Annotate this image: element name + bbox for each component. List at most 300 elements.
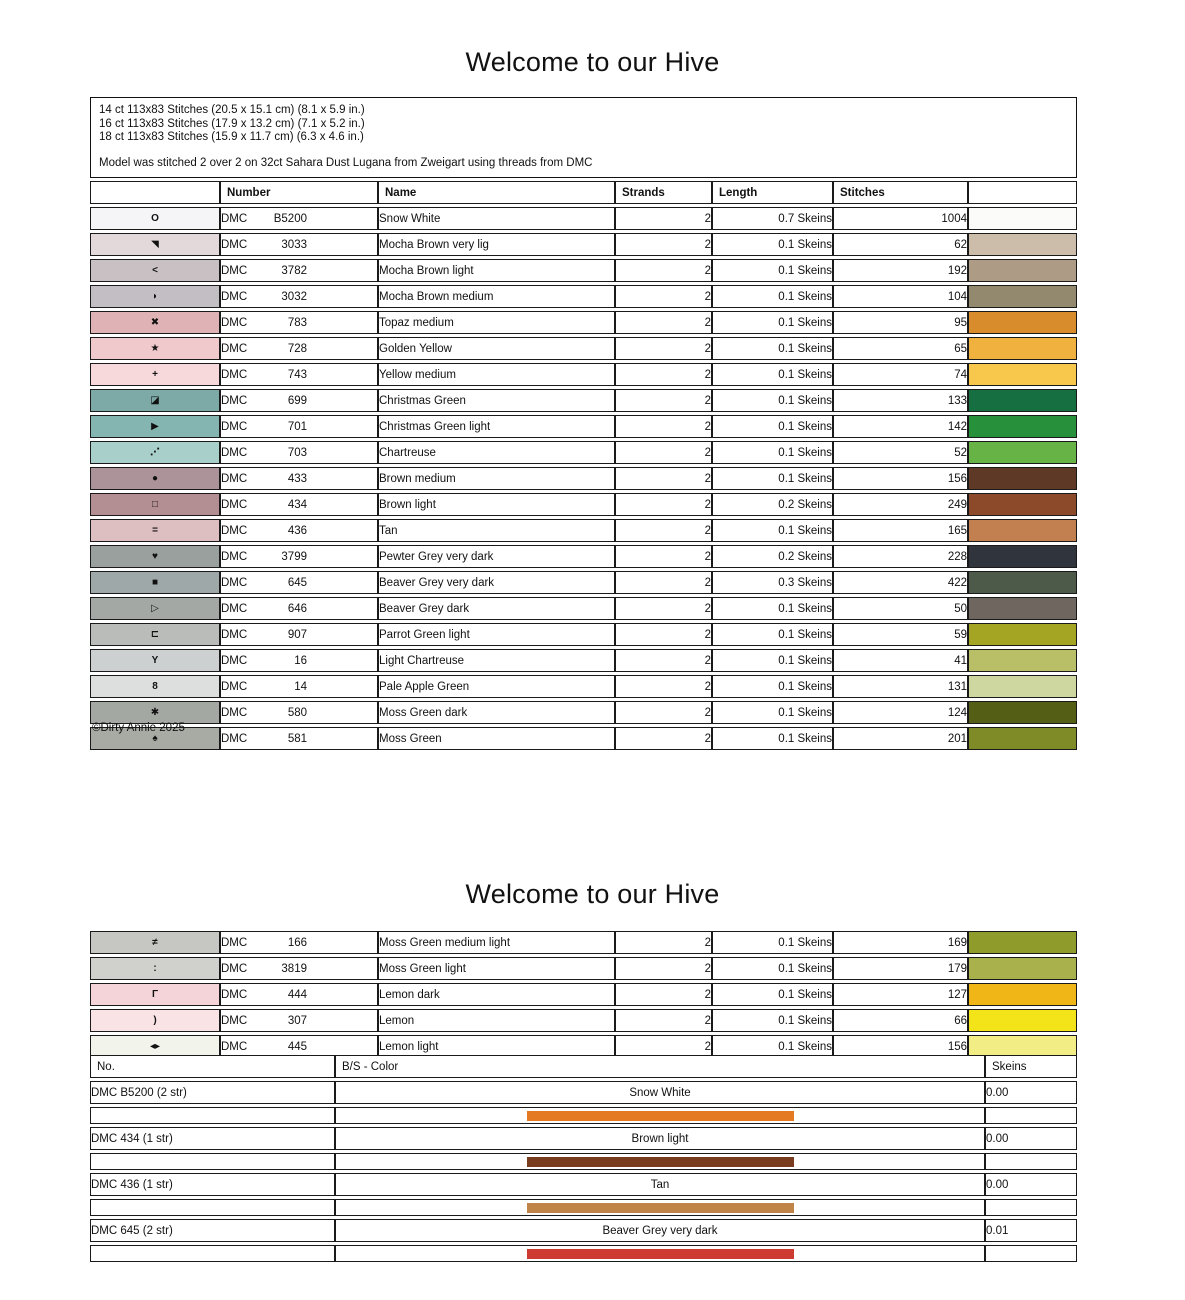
backstitch-line-sample <box>527 1157 794 1167</box>
thread-symbol-cell <box>90 389 220 412</box>
backstitch-table <box>90 1052 1077 1265</box>
thread-row <box>90 233 1077 256</box>
thread-length: 0.2 Skeins <box>778 550 832 563</box>
thread-length-cell <box>712 415 833 438</box>
thread-stitches-cell <box>833 363 968 386</box>
thread-color-swatch <box>968 727 1077 750</box>
thread-symbol: ♥ <box>152 551 158 562</box>
thread-color-swatch <box>968 259 1077 282</box>
thread-strands: 2 <box>704 212 711 225</box>
thread-symbol: ◗ <box>151 291 159 302</box>
thread-brand: DMC <box>221 472 248 485</box>
thread-symbol: ♠ <box>152 733 158 744</box>
thread-row <box>90 545 1077 568</box>
thread-strands-cell <box>615 727 712 750</box>
thread-color-swatch <box>968 207 1077 230</box>
thread-length-cell <box>712 207 833 230</box>
thread-symbol: ⋰ <box>150 447 160 458</box>
thread-length-cell <box>712 983 833 1006</box>
thread-number-cell <box>220 597 378 620</box>
stitch-count-line: 18 ct 113x83 Stitches (15.9 x 11.7 cm) (6.3 x 4.6 in.) <box>99 131 364 143</box>
backstitch-thread-row <box>90 1081 1077 1104</box>
thread-strands-cell <box>615 675 712 698</box>
thread-brand: DMC <box>221 602 248 615</box>
thread-name: Lemon <box>379 1014 415 1027</box>
thread-length-cell <box>712 363 833 386</box>
thread-stitches: 201 <box>947 732 967 745</box>
thread-strands: 2 <box>704 238 711 251</box>
thread-color-swatch <box>968 441 1077 464</box>
thread-number-cell <box>220 337 378 360</box>
thread-name: Christmas Green light <box>379 420 491 433</box>
thread-name: Brown light <box>379 498 436 511</box>
thread-strands-cell <box>615 957 712 980</box>
thread-name-cell <box>378 467 615 490</box>
length-column-header: Length <box>712 181 833 204</box>
thread-number-cell <box>220 957 378 980</box>
thread-strands: 2 <box>704 936 711 949</box>
thread-stitches-cell <box>833 1009 968 1032</box>
backstitch-line-cell <box>335 1153 985 1170</box>
thread-brand: DMC <box>221 1014 248 1027</box>
thread-row <box>90 571 1077 594</box>
thread-brand: DMC <box>221 654 248 667</box>
thread-stitches: 127 <box>947 988 967 1001</box>
thread-brand: DMC <box>221 498 248 511</box>
thread-row <box>90 363 1077 386</box>
thread-name: Moss Green light <box>379 962 466 975</box>
thread-strands-cell <box>615 983 712 1006</box>
backstitch-no-cell <box>90 1081 335 1104</box>
swatch-column-header <box>968 181 1077 204</box>
thread-color-swatch <box>968 597 1077 620</box>
thread-strands: 2 <box>704 1014 711 1027</box>
thread-strands-cell <box>615 363 712 386</box>
thread-symbol-cell <box>90 1009 220 1032</box>
thread-symbol-cell <box>90 597 220 620</box>
thread-stitches-cell <box>833 493 968 516</box>
thread-number: 3819 <box>281 962 307 975</box>
thread-length-cell <box>712 623 833 646</box>
thread-color-swatch <box>968 649 1077 672</box>
thread-strands: 2 <box>704 316 711 329</box>
thread-strands: 2 <box>704 524 711 537</box>
thread-stitches-cell <box>833 207 968 230</box>
thread-stitches-cell <box>833 337 968 360</box>
backstitch-line-row <box>90 1107 1077 1124</box>
thread-stitches: 74 <box>954 368 967 381</box>
thread-number: 14 <box>294 680 307 693</box>
thread-row <box>90 519 1077 542</box>
thread-name-cell <box>378 597 615 620</box>
thread-length: 0.1 Skeins <box>778 342 832 355</box>
thread-strands-cell <box>615 207 712 230</box>
thread-strands: 2 <box>704 706 711 719</box>
thread-row <box>90 441 1077 464</box>
thread-length-cell <box>712 467 833 490</box>
thread-number-cell <box>220 545 378 568</box>
thread-number: 307 <box>287 1014 307 1027</box>
thread-color-swatch <box>968 337 1077 360</box>
thread-number-cell <box>220 467 378 490</box>
backstitch-color-name: Tan <box>650 1178 670 1191</box>
page-title: Welcome to our Hive <box>465 879 720 909</box>
thread-length-cell <box>712 597 833 620</box>
thread-length: 0.1 Skeins <box>778 988 832 1001</box>
thread-name: Beaver Grey dark <box>379 602 470 615</box>
thread-symbol-cell <box>90 337 220 360</box>
thread-length-cell <box>712 701 833 724</box>
thread-strands-cell <box>615 389 712 412</box>
thread-brand: DMC <box>221 732 248 745</box>
thread-name: Brown medium <box>379 472 456 485</box>
thread-length: 0.1 Skeins <box>778 628 832 641</box>
thread-number-cell <box>220 1009 378 1032</box>
thread-row <box>90 649 1077 672</box>
thread-color-swatch <box>968 545 1077 568</box>
thread-name-cell <box>378 259 615 282</box>
thread-strands-cell <box>615 259 712 282</box>
thread-row <box>90 493 1077 516</box>
thread-name-cell <box>378 675 615 698</box>
thread-stitches-cell <box>833 285 968 308</box>
thread-row <box>90 311 1077 334</box>
backstitch-color-cell <box>335 1127 985 1150</box>
thread-stitches-cell <box>833 441 968 464</box>
thread-name-cell <box>378 519 615 542</box>
thread-number-cell <box>220 649 378 672</box>
thread-length-cell <box>712 957 833 980</box>
thread-number-cell <box>220 207 378 230</box>
thread-symbol-cell <box>90 957 220 980</box>
thread-brand: DMC <box>221 988 248 1001</box>
backstitch-color-name: Beaver Grey very dark <box>602 1224 718 1237</box>
thread-strands-cell <box>615 649 712 672</box>
backstitch-skeins: 0.00 <box>986 1132 1009 1145</box>
thread-symbol: □ <box>151 499 159 510</box>
thread-stitches-cell <box>833 415 968 438</box>
thread-brand: DMC <box>221 1040 248 1053</box>
thread-color-swatch <box>968 493 1077 516</box>
thread-color-swatch <box>968 931 1077 954</box>
strands-column-header: Strands <box>615 181 712 204</box>
thread-stitches: 422 <box>947 576 967 589</box>
thread-stitches: 124 <box>947 706 967 719</box>
thread-row <box>90 389 1077 412</box>
thread-number: 3782 <box>281 264 307 277</box>
thread-name: Mocha Brown medium <box>379 290 494 303</box>
thread-brand: DMC <box>221 446 248 459</box>
thread-length-cell <box>712 389 833 412</box>
thread-number: 703 <box>287 446 307 459</box>
empty-cell <box>90 1245 335 1262</box>
backstitch-no-cell <box>90 1219 335 1242</box>
thread-name: Pewter Grey very dark <box>379 550 494 563</box>
thread-length: 0.1 Skeins <box>778 706 832 719</box>
backstitch-color-name: Snow White <box>629 1086 691 1099</box>
thread-number-cell <box>220 285 378 308</box>
thread-name: Parrot Green light <box>379 628 470 641</box>
thread-symbol: ● <box>151 473 159 484</box>
copyright-text: ©Dirty Annie 2025 <box>92 722 185 734</box>
thread-strands-cell <box>615 493 712 516</box>
thread-length: 0.1 Skeins <box>778 238 832 251</box>
thread-length-cell <box>712 571 833 594</box>
thread-strands-cell <box>615 441 712 464</box>
thread-symbol-cell <box>90 675 220 698</box>
thread-length-cell <box>712 337 833 360</box>
thread-number: 728 <box>287 342 307 355</box>
thread-name-cell <box>378 701 615 724</box>
backstitch-line-sample <box>527 1111 794 1121</box>
thread-number-cell <box>220 571 378 594</box>
backstitch-line-cell <box>335 1245 985 1262</box>
thread-row <box>90 259 1077 282</box>
thread-row <box>90 623 1077 646</box>
backstitch-thread-row <box>90 1173 1077 1196</box>
spacer <box>99 145 1068 157</box>
thread-name: Lemon light <box>379 1040 439 1053</box>
thread-symbol-cell <box>90 467 220 490</box>
thread-length: 0.1 Skeins <box>778 368 832 381</box>
thread-strands-cell <box>615 623 712 646</box>
thread-symbol: ≠ <box>152 937 158 948</box>
thread-symbol-cell <box>90 259 220 282</box>
pattern-info-box <box>90 97 1077 178</box>
thread-stitches-cell <box>833 519 968 542</box>
empty-cell <box>985 1199 1077 1216</box>
thread-number: 743 <box>287 368 307 381</box>
thread-stitches-cell <box>833 727 968 750</box>
thread-symbol: ◪ <box>150 395 160 406</box>
thread-number-cell <box>220 441 378 464</box>
thread-legend-table-page1 <box>90 178 1077 753</box>
thread-row <box>90 983 1077 1006</box>
thread-legend-table-page2 <box>90 928 1077 1061</box>
thread-strands: 2 <box>704 576 711 589</box>
thread-color-swatch <box>968 389 1077 412</box>
thread-stitches-cell <box>833 597 968 620</box>
thread-stitches: 192 <box>947 264 967 277</box>
thread-brand: DMC <box>221 394 248 407</box>
thread-strands: 2 <box>704 498 711 511</box>
thread-color-swatch <box>968 363 1077 386</box>
no-column-header: No. <box>90 1055 335 1078</box>
thread-strands: 2 <box>704 732 711 745</box>
thread-symbol: ◂▸ <box>149 1041 161 1052</box>
thread-number: 646 <box>287 602 307 615</box>
thread-symbol-cell <box>90 931 220 954</box>
thread-stitches-cell <box>833 957 968 980</box>
thread-strands: 2 <box>704 420 711 433</box>
thread-symbol-cell <box>90 363 220 386</box>
thread-stitches-cell <box>833 701 968 724</box>
thread-strands: 2 <box>704 394 711 407</box>
thread-strands: 2 <box>704 446 711 459</box>
thread-row <box>90 675 1077 698</box>
thread-name: Moss Green <box>379 732 442 745</box>
stitches-column-header: Stitches <box>833 181 968 204</box>
thread-name-cell <box>378 623 615 646</box>
bs-color-column-header: B/S - Color <box>335 1055 985 1078</box>
thread-symbol: ★ <box>150 343 160 354</box>
backstitch-skeins-cell <box>985 1219 1077 1242</box>
thread-symbol: ✱ <box>150 707 160 718</box>
thread-symbol-cell <box>90 571 220 594</box>
thread-length: 0.1 Skeins <box>778 602 832 615</box>
thread-symbol: : <box>153 963 157 974</box>
symbol-column-header <box>90 181 220 204</box>
backstitch-no: DMC B5200 (2 str) <box>91 1086 187 1099</box>
thread-length: 0.1 Skeins <box>778 446 832 459</box>
thread-brand: DMC <box>221 550 248 563</box>
thread-brand: DMC <box>221 316 248 329</box>
thread-strands-cell <box>615 1009 712 1032</box>
thread-length-cell <box>712 931 833 954</box>
thread-stitches: 104 <box>947 290 967 303</box>
thread-symbol: ⊏ <box>150 629 160 640</box>
thread-symbol: ■ <box>151 577 159 588</box>
thread-number: 433 <box>287 472 307 485</box>
thread-number: 166 <box>287 936 307 949</box>
thread-symbol: ▶ <box>151 421 159 432</box>
thread-strands: 2 <box>704 988 711 1001</box>
backstitch-line-sample <box>527 1203 794 1213</box>
thread-name: Yellow medium <box>379 368 456 381</box>
thread-name: Lemon dark <box>379 988 440 1001</box>
thread-number-cell <box>220 493 378 516</box>
thread-stitches: 156 <box>947 1040 967 1053</box>
thread-brand: DMC <box>221 342 248 355</box>
thread-symbol: = <box>152 525 158 536</box>
thread-symbol-cell <box>90 493 220 516</box>
thread-symbol: ◥ <box>151 239 159 250</box>
thread-color-swatch <box>968 311 1077 334</box>
thread-color-swatch <box>968 701 1077 724</box>
name-column-header: Name <box>378 181 615 204</box>
thread-strands-cell <box>615 597 712 620</box>
thread-number: 581 <box>287 732 307 745</box>
thread-name-cell <box>378 441 615 464</box>
thread-stitches-cell <box>833 389 968 412</box>
backstitch-no: DMC 645 (2 str) <box>91 1224 173 1237</box>
thread-symbol-cell <box>90 649 220 672</box>
thread-stitches: 156 <box>947 472 967 485</box>
thread-number: B5200 <box>273 212 307 225</box>
thread-name-cell <box>378 957 615 980</box>
thread-number-cell <box>220 363 378 386</box>
thread-stitches: 50 <box>954 602 967 615</box>
thread-strands-cell <box>615 233 712 256</box>
thread-color-swatch <box>968 571 1077 594</box>
backstitch-no: DMC 436 (1 str) <box>91 1178 173 1191</box>
thread-brand: DMC <box>221 936 248 949</box>
thread-number: 3799 <box>281 550 307 563</box>
thread-number: 16 <box>294 654 307 667</box>
thread-length: 0.1 Skeins <box>778 680 832 693</box>
backstitch-color-cell <box>335 1219 985 1242</box>
thread-name-cell <box>378 207 615 230</box>
thread-length: 0.1 Skeins <box>778 472 832 485</box>
thread-name: Mocha Brown very lig <box>379 238 489 251</box>
thread-number: 580 <box>287 706 307 719</box>
model-info-line: Model was stitched 2 over 2 on 32ct Sahara Dust Lugana from Zweigart using threads from DMC <box>99 156 593 169</box>
thread-stitches-cell <box>833 931 968 954</box>
thread-number-cell <box>220 623 378 646</box>
thread-strands: 2 <box>704 472 711 485</box>
skeins-column-header: Skeins <box>985 1055 1077 1078</box>
thread-name-cell <box>378 233 615 256</box>
thread-brand: DMC <box>221 524 248 537</box>
backstitch-color-cell <box>335 1173 985 1196</box>
thread-number: 444 <box>287 988 307 1001</box>
thread-color-swatch <box>968 675 1077 698</box>
thread-length-cell <box>712 259 833 282</box>
stitch-count-line: 16 ct 113x83 Stitches (17.9 x 13.2 cm) (7.1 x 5.2 in.) <box>99 117 365 130</box>
thread-color-swatch <box>968 519 1077 542</box>
thread-brand: DMC <box>221 576 248 589</box>
thread-number: 445 <box>287 1040 307 1053</box>
backstitch-line-sample <box>527 1249 794 1259</box>
thread-row <box>90 467 1077 490</box>
backstitch-line-row <box>90 1199 1077 1216</box>
thread-length: 0.1 Skeins <box>778 1014 832 1027</box>
thread-number: 907 <box>287 628 307 641</box>
thread-name: Moss Green dark <box>379 706 468 719</box>
stitch-count-line: 14 ct 113x83 Stitches (20.5 x 15.1 cm) (8.1 x 5.9 in.) <box>99 104 365 116</box>
thread-color-swatch <box>968 415 1077 438</box>
backstitch-no: DMC 434 (1 str) <box>91 1132 173 1145</box>
thread-symbol: Γ <box>151 989 158 1000</box>
thread-length-cell <box>712 1009 833 1032</box>
thread-length-cell <box>712 493 833 516</box>
thread-stitches-cell <box>833 983 968 1006</box>
thread-number: 699 <box>287 394 307 407</box>
thread-name: Chartreuse <box>379 446 436 459</box>
thread-strands-cell <box>615 415 712 438</box>
backstitch-color-name: Brown light <box>631 1132 689 1145</box>
thread-stitches: 59 <box>954 628 967 641</box>
thread-length-cell <box>712 285 833 308</box>
thread-name: Moss Green medium light <box>379 936 511 949</box>
thread-name-cell <box>378 337 615 360</box>
thread-strands: 2 <box>704 264 711 277</box>
thread-name-cell <box>378 983 615 1006</box>
thread-number-cell <box>220 415 378 438</box>
thread-symbol-cell <box>90 519 220 542</box>
thread-name-cell <box>378 727 615 750</box>
thread-color-swatch <box>968 957 1077 980</box>
thread-stitches-cell <box>833 467 968 490</box>
thread-length: 0.1 Skeins <box>778 962 832 975</box>
thread-symbol-cell <box>90 441 220 464</box>
thread-stitches-cell <box>833 571 968 594</box>
backstitch-no-cell <box>90 1127 335 1150</box>
thread-symbol-cell <box>90 285 220 308</box>
thread-length: 0.2 Skeins <box>778 498 832 511</box>
thread-row <box>90 701 1077 724</box>
thread-symbol: + <box>152 369 158 380</box>
thread-symbol-cell <box>90 233 220 256</box>
thread-name-cell <box>378 1009 615 1032</box>
thread-length-cell <box>712 441 833 464</box>
number-column-header: Number <box>220 181 378 204</box>
thread-symbol-cell <box>90 207 220 230</box>
thread-brand: DMC <box>221 628 248 641</box>
thread-length: 0.1 Skeins <box>778 524 832 537</box>
thread-brand: DMC <box>221 290 248 303</box>
thread-brand: DMC <box>221 962 248 975</box>
